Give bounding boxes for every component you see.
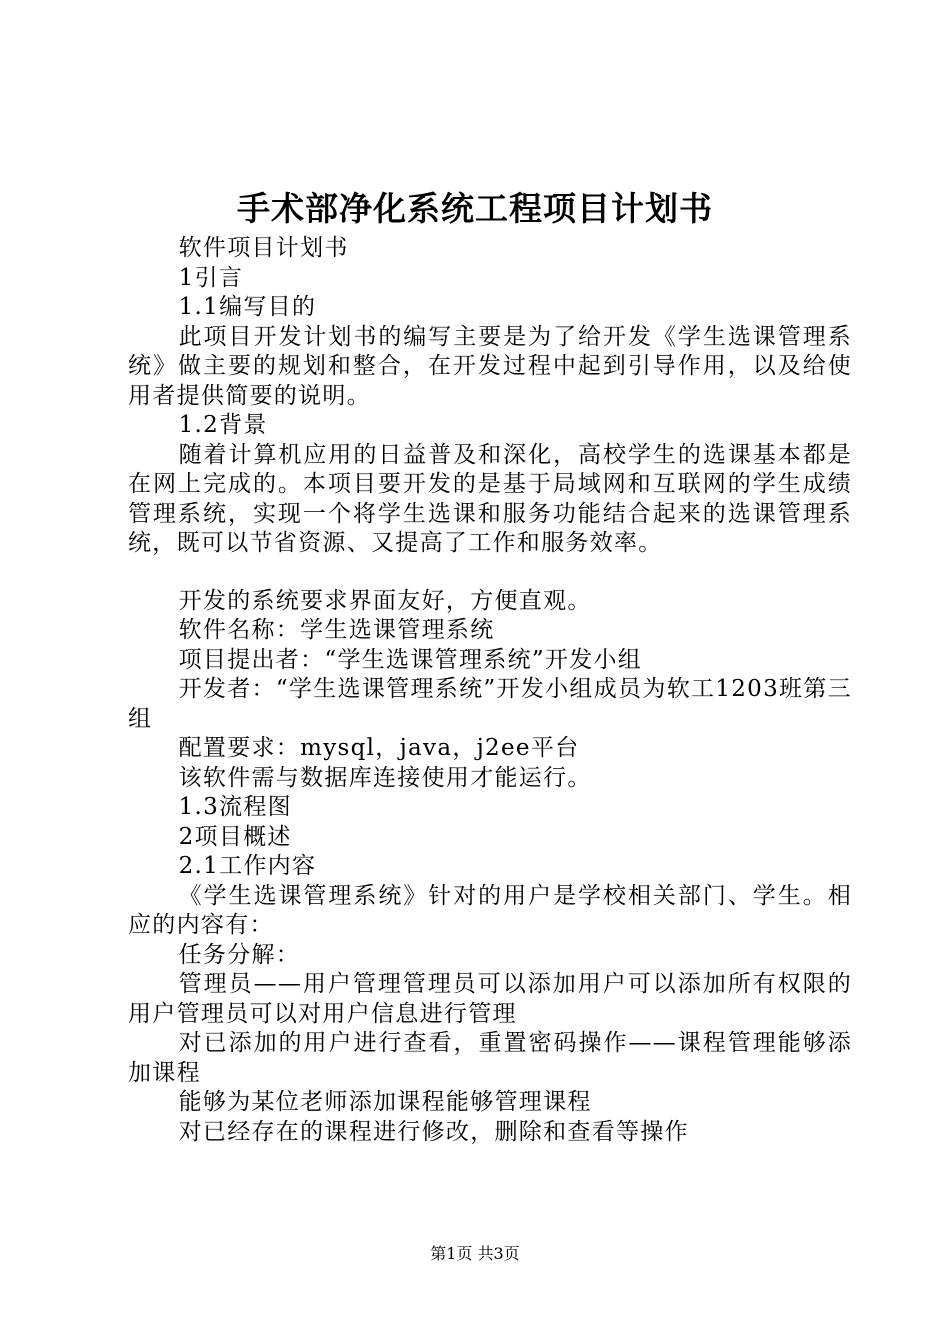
paragraph: 对已经存在的课程进行修改，删除和查看等操作 [178, 1118, 689, 1145]
heading-section-2-1: 2.1工作内容 [178, 853, 317, 879]
heading-section-1-3: 1.3流程图 [178, 794, 292, 820]
paragraph: 任务分解： [178, 941, 301, 968]
paragraph: 此项目开发计划书的编写主要是为了给开发《学生选课管理系统》做主要的规划和整合，在开发过程中起到引导作用，以及给使用者提供简要的说明。 [128, 323, 852, 409]
paragraph: 《学生选课管理系统》针对的用户是学校相关部门、学生。相应的内容有： [128, 882, 852, 938]
paragraph: 开发者：“学生选课管理系统”开发小组成员为软工1203班第三组 [128, 676, 852, 732]
page-footer: 第1页 共3页 [430, 1244, 520, 1263]
paragraph: 项目提出者：“学生选课管理系统”开发小组 [178, 646, 643, 673]
paragraph: 该软件需与数据库连接使用才能运行。 [178, 764, 592, 791]
heading-section-1: 1引言 [178, 264, 244, 291]
page-title: 手术部净化系统工程项目计划书 [237, 189, 713, 228]
paragraph: 管理员——用户管理管理员可以添加用户可以添加所有权限的用户管理员可以对用户信息进行管理 [128, 971, 852, 1027]
paragraph: 软件名称：学生选课管理系统 [178, 617, 495, 643]
document-body [128, 234, 852, 1147]
paragraph: 开发的系统要求界面友好，方便直观。 [178, 587, 592, 614]
paragraph: 随着计算机应用的日益普及和深化，高校学生的选课基本都是在网上完成的。本项目要开发的是基于局域网和互联网的学生成绩管理系统，实现一个将学生选课和服务功能结合起来的选课管理系统，既可以节省资源、又提高了工作和服务效率。 [128, 441, 852, 556]
heading-section-2: 2项目概述 [178, 823, 292, 850]
heading-section-1-2: 1.2背景 [178, 412, 268, 438]
paragraph: 软件项目计划书 [178, 235, 349, 261]
paragraph: 能够为某位老师添加课程能够管理课程 [178, 1089, 592, 1115]
paragraph: 配置要求：mysql，java，j2ee平台 [178, 735, 580, 761]
heading-section-1-1: 1.1编写目的 [178, 294, 317, 320]
paragraph: 对已添加的用户进行查看，重置密码操作——课程管理能够添加课程 [128, 1030, 852, 1086]
